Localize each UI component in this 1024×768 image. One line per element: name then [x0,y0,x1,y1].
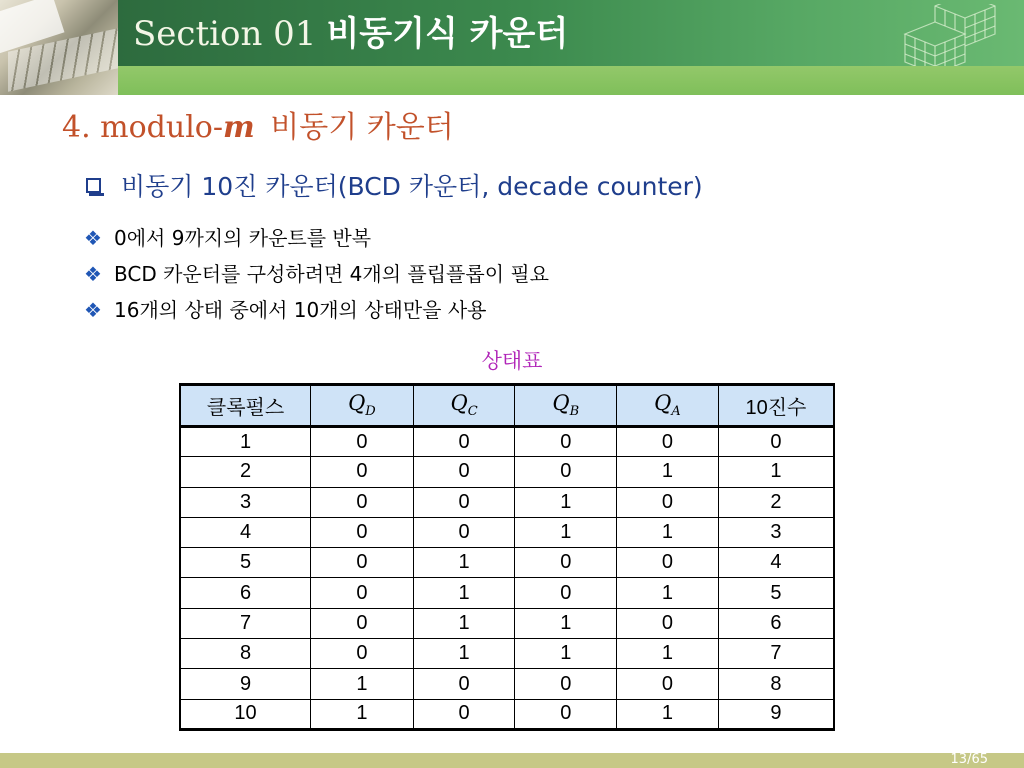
cell-qd: 0 [311,457,414,487]
cell-qc: 1 [413,578,515,608]
cell-qa: 0 [617,427,719,457]
bullet-list [84,220,549,328]
cell-decimal: 0 [718,427,834,457]
cell-qa: 1 [617,457,719,487]
sub-heading [86,167,703,203]
cell-qb: 0 [515,427,617,457]
cell-decimal: 3 [718,517,834,547]
cell-clock-pulse: 10 [180,699,311,729]
cell-decimal: 9 [718,699,834,729]
diamond-bullet-icon: ❖ [84,226,102,250]
diamond-bullet-icon: ❖ [84,262,102,286]
cell-decimal: 1 [718,457,834,487]
cell-qd: 0 [311,517,414,547]
heading-suffix: 비동기 카운터 [270,110,454,145]
header-qd [311,385,414,427]
bullet-text: 16개의 상태 중에서 10개의 상태만을 사용 [114,298,487,322]
table-body [180,427,834,730]
q-subscript: A [671,404,681,420]
cell-clock-pulse: 6 [180,578,311,608]
cell-qc: 1 [413,608,515,638]
cell-qb: 0 [515,669,617,699]
cell-qa: 0 [617,487,719,517]
header-keyboard-photo [0,0,118,95]
cell-qa: 1 [617,578,719,608]
table-row [180,517,834,547]
table-row [180,669,834,699]
table-row [180,548,834,578]
cell-decimal: 8 [718,669,834,699]
state-table [179,383,835,731]
cell-qc: 0 [413,517,515,547]
cell-qd: 0 [311,608,414,638]
table-header-row [180,385,834,427]
cell-qd: 0 [311,487,414,517]
cell-qd: 0 [311,578,414,608]
header-qa [617,385,719,427]
cell-qb: 0 [515,548,617,578]
cell-clock-pulse: 2 [180,457,311,487]
heading-m-variable: m [223,110,255,145]
cell-decimal: 6 [718,608,834,638]
q-symbol: Q [654,391,672,416]
cell-qd: 1 [311,669,414,699]
cell-decimal: 4 [718,548,834,578]
cell-qc: 1 [413,639,515,669]
section-name: 비동기식 카운터 [326,14,569,54]
section-label: Section 01 [133,14,317,54]
heading-prefix: 4. modulo- [62,110,223,145]
cell-qb: 1 [515,487,617,517]
cell-qb: 1 [515,517,617,547]
list-item [84,256,549,292]
table-row [180,578,834,608]
square-bullet-icon [86,178,101,193]
footer-bar [0,753,1024,768]
header-decimal: 10진수 [718,385,834,427]
cell-clock-pulse: 4 [180,517,311,547]
page-heading [62,102,454,146]
cell-clock-pulse: 5 [180,548,311,578]
cell-decimal: 2 [718,487,834,517]
q-subscript: D [365,404,376,420]
cell-qa: 0 [617,608,719,638]
header-qc [413,385,515,427]
cell-clock-pulse: 1 [180,427,311,457]
sub-heading-text: 비동기 10진 카운터(BCD 카운터, decade counter) [121,172,703,201]
cell-qa: 0 [617,548,719,578]
page-number: 13/65 [950,752,988,767]
cell-qa: 1 [617,517,719,547]
cell-qa: 1 [617,639,719,669]
diamond-bullet-icon: ❖ [84,298,102,322]
cell-clock-pulse: 8 [180,639,311,669]
cell-clock-pulse: 9 [180,669,311,699]
q-symbol: Q [348,391,366,416]
q-symbol: Q [552,391,570,416]
cell-clock-pulse: 3 [180,487,311,517]
list-item [84,292,549,328]
cell-qd: 1 [311,699,414,729]
q-subscript: B [569,404,580,420]
list-item [84,220,549,256]
cell-qb: 0 [515,457,617,487]
section-title [133,12,568,56]
cell-decimal: 5 [718,578,834,608]
bullet-text: 0에서 9까지의 카운트를 반복 [114,226,372,250]
q-symbol: Q [450,391,468,416]
table-caption: 상태표 [481,349,543,373]
cell-qb: 1 [515,639,617,669]
header-light-stripe [118,66,1024,95]
cell-qc: 0 [413,699,515,729]
header-clock-pulse: 클록펄스 [180,385,311,427]
cell-qc: 1 [413,548,515,578]
cell-clock-pulse: 7 [180,608,311,638]
cell-qc: 0 [413,457,515,487]
cell-qd: 0 [311,548,414,578]
table-row [180,608,834,638]
cell-qc: 0 [413,487,515,517]
cell-qc: 0 [413,427,515,457]
cell-qb: 1 [515,608,617,638]
bullet-text: BCD 카운터를 구성하려면 4개의 플립플롭이 필요 [114,262,550,286]
cell-qa: 0 [617,669,719,699]
q-subscript: C [467,404,478,420]
cell-qc: 0 [413,669,515,699]
cell-qa: 1 [617,699,719,729]
cell-qb: 0 [515,699,617,729]
table-row [180,427,834,457]
slide-header [0,0,1024,95]
cell-qd: 0 [311,427,414,457]
table-row [180,457,834,487]
cell-qd: 0 [311,639,414,669]
table-row [180,699,834,729]
table-row [180,487,834,517]
cell-decimal: 7 [718,639,834,669]
cell-qb: 0 [515,578,617,608]
building-blocks-icon [895,4,1015,66]
table-row [180,639,834,669]
header-qb [515,385,617,427]
